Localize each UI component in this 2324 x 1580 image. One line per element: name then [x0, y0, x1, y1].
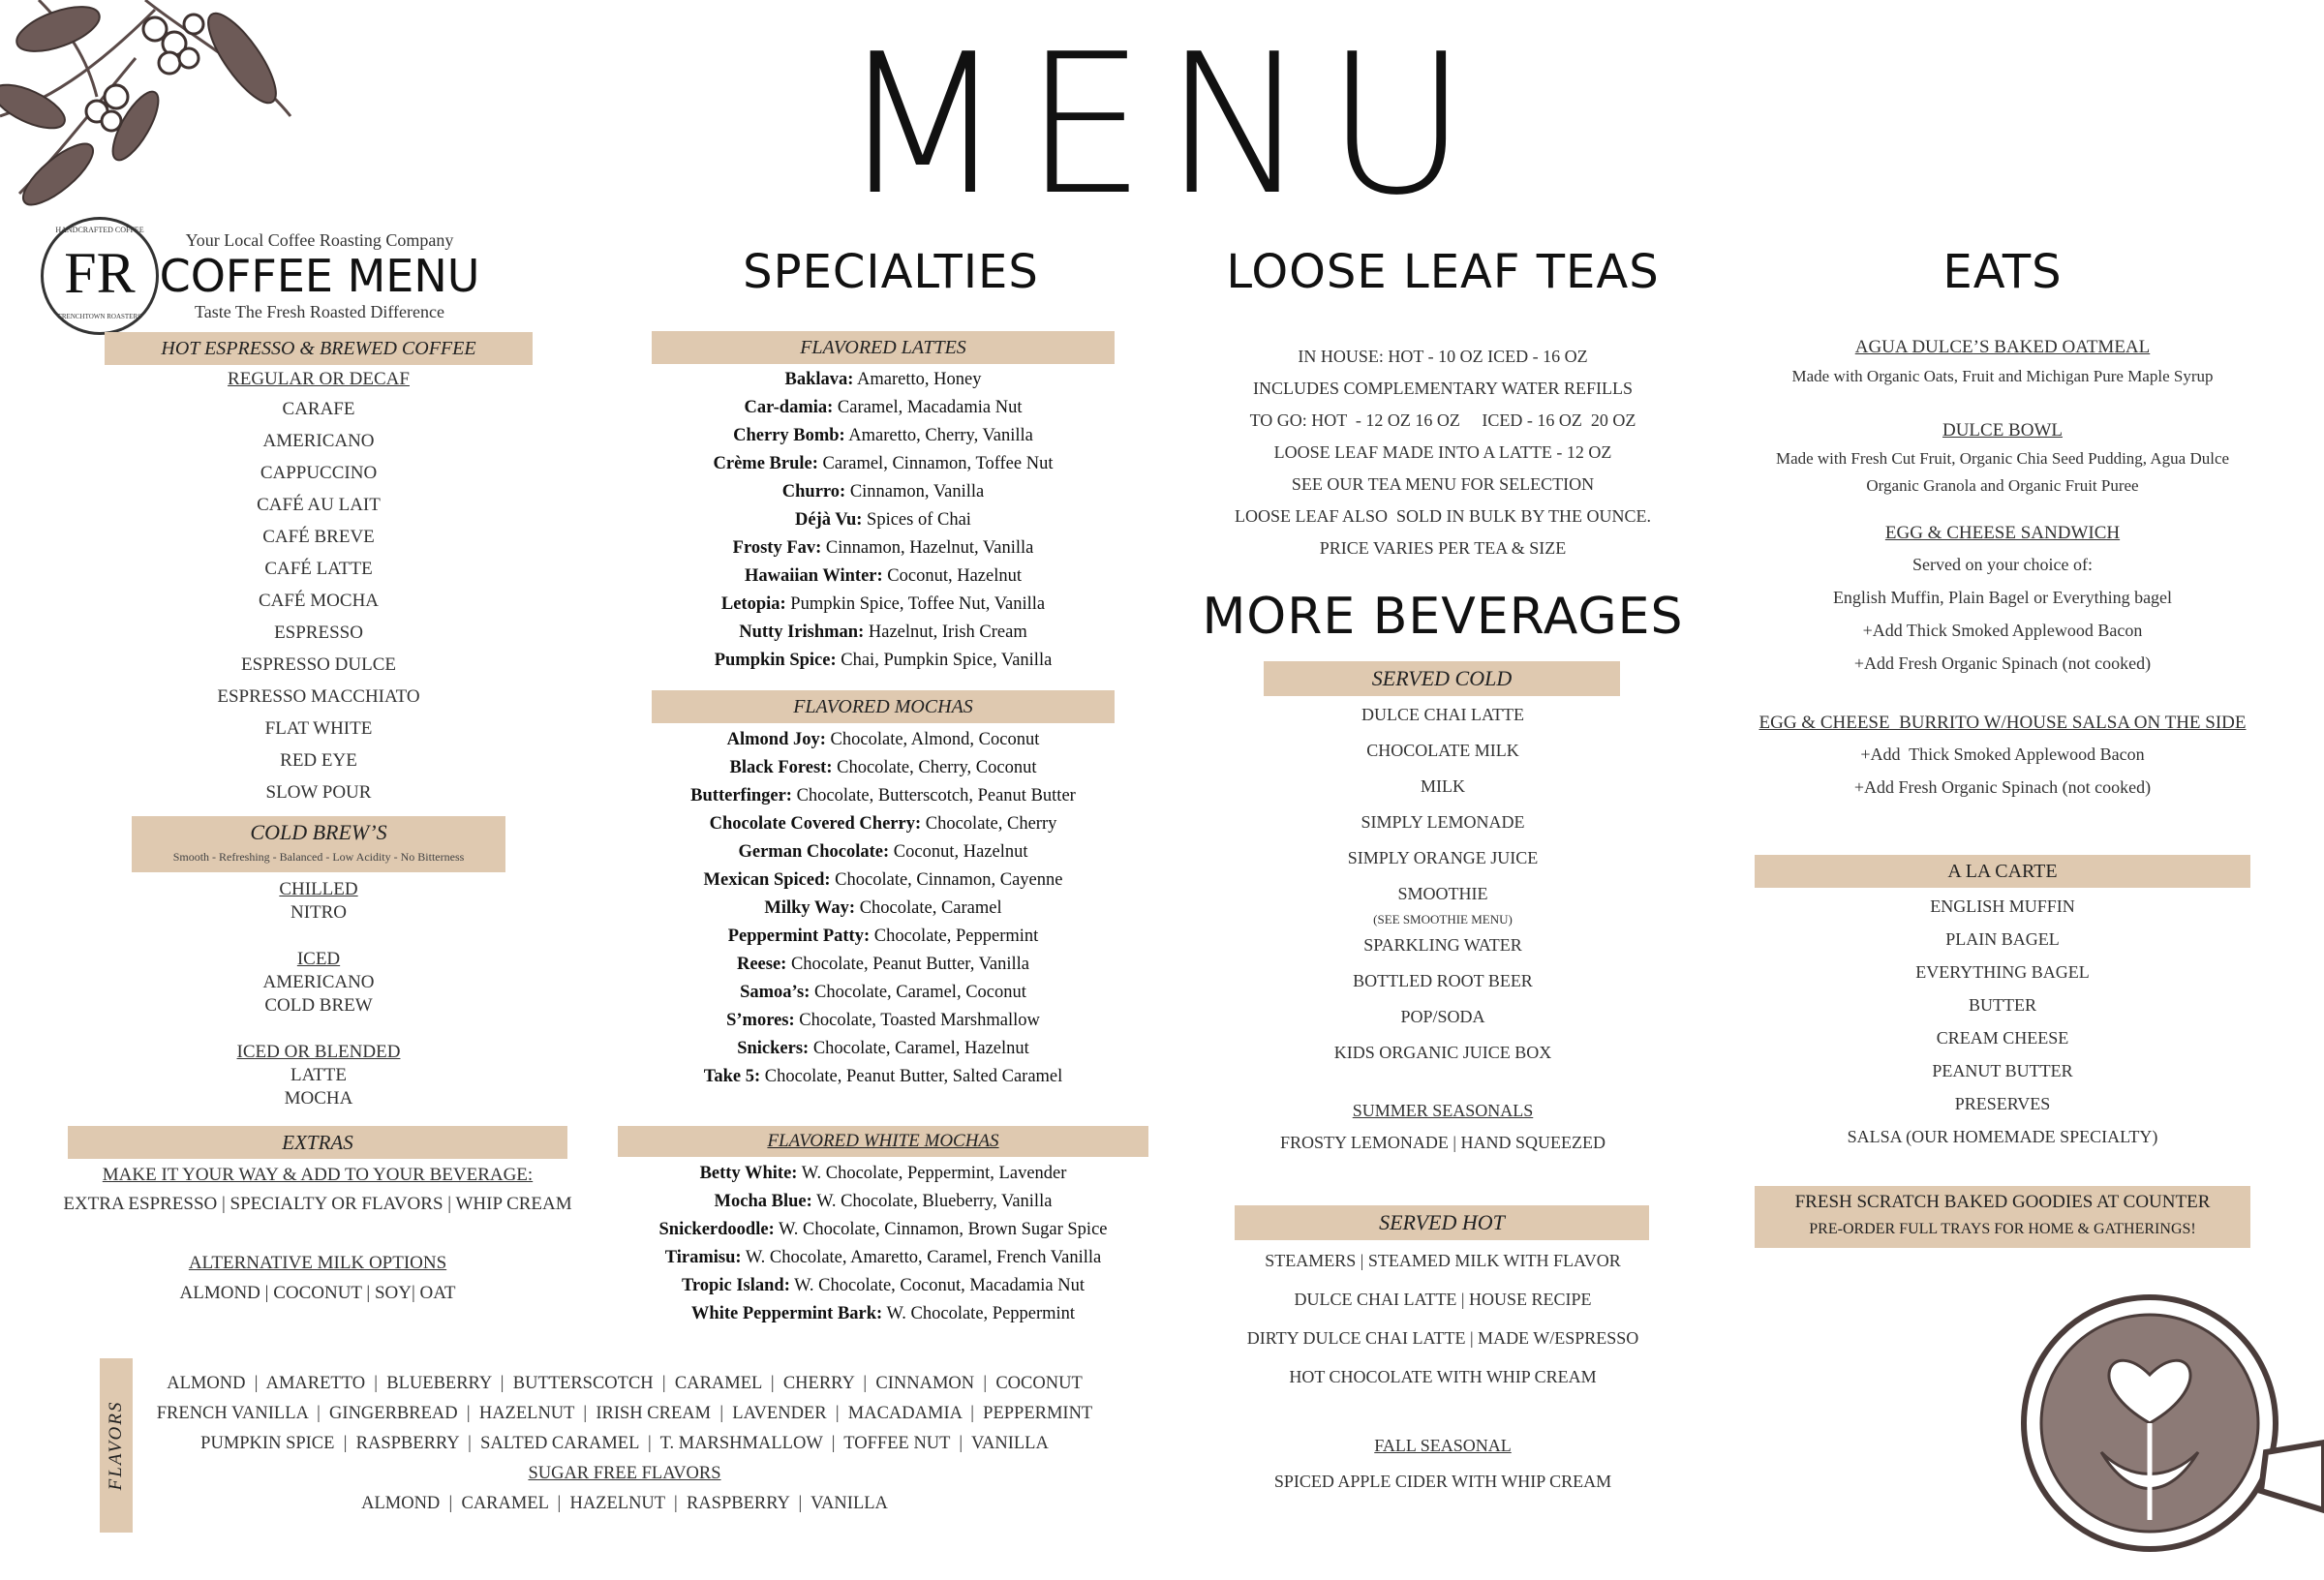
bowl-desc: Made with Fresh Cut Fruit, Organic Chia Seed Pudding, Agua Dulce: [1775, 449, 2230, 468]
cold-brew-bar: [132, 816, 505, 872]
bowl-desc: Organic Granola and Organic Fruit Puree: [1866, 476, 2139, 495]
list-item: Cherry Bomb: Amaretto, Cherry, Vanilla: [733, 426, 1033, 445]
brand-tagline-top: Your Local Coffee Roasting Company: [185, 230, 454, 250]
milk-head: ALTERNATIVE MILK OPTIONS: [188, 1253, 447, 1273]
a-la-carte-bar: A LA CARTE: [1755, 855, 2250, 888]
goodies-line: PRE-ORDER FULL TRAYS FOR HOME & GATHERINGS!: [1809, 1221, 2196, 1237]
list-item: Betty White: W. Chocolate, Peppermint, Lavender: [699, 1164, 1067, 1183]
list-item: Pumpkin Spice: Chai, Pumpkin Spice, Vanilla: [714, 651, 1053, 670]
oatmeal-head: AGUA DULCE’S BAKED OATMEAL: [1854, 337, 2151, 357]
list-item: STEAMERS | STEAMED MILK WITH FLAVOR: [1265, 1251, 1621, 1270]
list-item: KIDS ORGANIC JUICE BOX: [1333, 1043, 1552, 1062]
list-item: Letopia: Pumpkin Spice, Toffee Nut, Vanilla: [720, 594, 1046, 614]
latte-cup-illustration: [2014, 1259, 2324, 1580]
list-item: PRESERVES: [1954, 1094, 2051, 1113]
list-item: AMERICANO: [262, 431, 375, 451]
tea-line: INCLUDES COMPLEMENTARY WATER REFILLS: [1252, 379, 1634, 398]
teas-list: [1201, 341, 1685, 564]
list-item: Crème Brule: Caramel, Cinnamon, Toffee Nut: [713, 454, 1054, 473]
list-item: Black Forest: Chocolate, Cherry, Coconut: [729, 758, 1037, 777]
list-item: ENGLISH MUFFIN: [1930, 896, 2075, 916]
list-item: Tiramisu: W. Chocolate, Amaretto, Caramel, French Vanilla: [664, 1248, 1102, 1267]
list-item: Mocha Blue: W. Chocolate, Blueberry, Vanilla: [714, 1192, 1053, 1211]
extras-list: [58, 1162, 577, 1309]
burrito-line: +Add Thick Smoked Applewood Bacon: [1860, 744, 2145, 764]
flavored-white-mochas-bar: FLAVORED WHITE MOCHAS: [618, 1126, 1148, 1157]
page-title: MENU: [839, 13, 1485, 238]
list-item: NITRO: [290, 902, 348, 923]
sandwich-line: Served on your choice of:: [1912, 555, 2093, 574]
list-item: BUTTER: [1969, 995, 2036, 1015]
cold-brew-title: COLD BREW’S: [250, 820, 387, 844]
a-la-carte-list: [1733, 890, 2272, 1153]
blended-head: ICED OR BLENDED: [236, 1042, 401, 1062]
list-item: Hawaiian Winter: Coconut, Hazelnut: [744, 566, 1023, 586]
goodies-bar: [1755, 1186, 2250, 1248]
mochas-list: [620, 726, 1147, 1091]
list-item: Reese: Chocolate, Peanut Butter, Vanilla: [736, 955, 1030, 974]
list-item: DULCE CHAI LATTE: [1361, 705, 1524, 724]
oatmeal-desc: Made with Organic Oats, Fruit and Michigan Pure Maple Syrup: [1791, 367, 2214, 385]
burrito-head: EGG & CHEESE BURRITO W/HOUSE SALSA ON THE SIDE: [1758, 713, 2247, 733]
list-item: CAFÉ BREVE: [262, 527, 375, 547]
list-item: CAFÉ MOCHA: [258, 591, 380, 611]
list-item: Snickerdoodle: W. Chocolate, Cinnamon, Brown Sugar Spice: [658, 1220, 1108, 1239]
list-item: RED EYE: [280, 750, 357, 771]
list-item: Peppermint Patty: Chocolate, Peppermint: [727, 927, 1039, 946]
summer-head: SUMMER SEASONALS: [1352, 1101, 1534, 1120]
flavors-label: FLAVORS: [106, 1400, 126, 1491]
list-item: DIRTY DULCE CHAI LATTE | MADE W/ESPRESSO: [1246, 1328, 1639, 1348]
list-item: POP/SODA: [1400, 1007, 1485, 1026]
iced-head: ICED: [296, 949, 341, 969]
tea-line: LOOSE LEAF ALSO SOLD IN BULK BY THE OUNCE.: [1234, 506, 1651, 526]
list-item: HOT CHOCOLATE WITH WHIP CREAM: [1289, 1367, 1597, 1386]
list-item: Frosty Fav: Cinnamon, Hazelnut, Vanilla: [732, 538, 1034, 558]
list-item: MOCHA: [284, 1088, 353, 1109]
list-item: Milky Way: Chocolate, Caramel: [764, 898, 1002, 918]
list-item: SLOW POUR: [265, 782, 372, 803]
fall-line: SPICED APPLE CIDER WITH WHIP CREAM: [1273, 1472, 1612, 1491]
sandwich-head: EGG & CHEESE SANDWICH: [1884, 523, 2121, 543]
extras-line: EXTRA ESPRESSO | SPECIALTY OR FLAVORS | WHIP CREAM: [63, 1194, 572, 1214]
flavors-vertical-bar: [100, 1358, 133, 1533]
tea-line: IN HOUSE: HOT - 10 OZ ICED - 16 OZ: [1298, 347, 1588, 366]
list-item: SALSA (OUR HOMEMADE SPECIALTY): [1847, 1127, 2158, 1146]
list-item: ESPRESSO DULCE: [241, 654, 396, 675]
list-item: PEANUT BUTTER: [1932, 1061, 2073, 1080]
eats-list: [1733, 333, 2272, 804]
logo-ring-bottom: FRENCHTOWN ROASTERS: [57, 313, 142, 320]
list-item: CAFÉ LATTE: [264, 559, 373, 579]
tea-line: LOOSE LEAF MADE INTO A LATTE - 12 OZ: [1273, 442, 1612, 462]
list-item: Almond Joy: Chocolate, Almond, Coconut: [726, 730, 1040, 749]
list-item: Mexican Spiced: Chocolate, Cinnamon, Cayenne: [703, 870, 1063, 890]
logo-ring-top: HANDCRAFTED COFFEE: [55, 226, 144, 234]
list-item: Tropic Island: W. Chocolate, Coconut, Macadamia Nut: [681, 1276, 1086, 1295]
list-item: DULCE CHAI LATTE | HOUSE RECIPE: [1294, 1290, 1592, 1309]
summer-line: FROSTY LEMONADE | HAND SQUEEZED: [1280, 1133, 1605, 1152]
flavors-line: PUMPKIN SPICE | RASPBERRY | SALTED CARAMEL | T. MARSHMALLOW | TOFFEE NUT | VANILLA: [200, 1434, 1049, 1453]
list-item: CHOCOLATE MILK: [1366, 741, 1519, 760]
list-item: Nutty Irishman: Hazelnut, Irish Cream: [739, 623, 1027, 642]
list-item: Snickers: Chocolate, Caramel, Hazelnut: [737, 1039, 1029, 1058]
list-item: Churro: Cinnamon, Vanilla: [781, 482, 985, 501]
list-item: SIMPLY LEMONADE: [1361, 812, 1525, 832]
logo-letters: FR: [64, 241, 136, 305]
lattes-list: [620, 366, 1147, 675]
white-mochas-list: [581, 1160, 1185, 1328]
list-item: CREAM CHEESE: [1936, 1028, 2069, 1048]
coffee-menu-heading: COFFEE MENU: [159, 250, 480, 302]
list-item: CAFÉ AU LAIT: [257, 495, 381, 515]
tea-line: SEE OUR TEA MENU FOR SELECTION: [1291, 474, 1595, 494]
list-item: LATTE: [290, 1065, 348, 1085]
served-hot-bar: SERVED HOT: [1235, 1205, 1649, 1240]
sugar-free-head: SUGAR FREE FLAVORS: [528, 1464, 721, 1483]
fall-head: FALL SEASONAL: [1374, 1436, 1512, 1455]
cold-brew-list: [105, 878, 533, 1110]
list-item: Samoa’s: Chocolate, Caramel, Coconut: [740, 983, 1026, 1002]
fr-logo-seal: [41, 217, 159, 335]
extras-bar: EXTRAS: [68, 1126, 567, 1159]
extras-head: MAKE IT YOUR WAY & ADD TO YOUR BEVERAGE:: [102, 1165, 534, 1185]
list-item: Chocolate Covered Cherry: Chocolate, Cherry: [709, 814, 1057, 834]
goodies-line: FRESH SCRATCH BAKED GOODIES AT COUNTER: [1794, 1192, 2211, 1212]
specialties-heading: SPECIALTIES: [743, 245, 1039, 299]
coffee-subhead: REGULAR OR DECAF: [228, 369, 410, 389]
sugar-free-line: ALMOND | CARAMEL | HAZELNUT | RASPBERRY | VANILLA: [361, 1494, 888, 1513]
list-item: SIMPLY ORANGE JUICE: [1347, 848, 1539, 867]
list-item: White Peppermint Bark: W. Chocolate, Peppermint: [690, 1304, 1076, 1323]
list-item: Déjà Vu: Spices of Chai: [795, 510, 971, 530]
flavored-mochas-bar: FLAVORED MOCHAS: [652, 690, 1115, 723]
brand-tagline-bottom: Taste The Fresh Roasted Difference: [195, 302, 444, 321]
smoothie-note: (SEE SMOOTHIE MENU): [1373, 912, 1513, 927]
list-item: CARAFE: [282, 399, 355, 419]
coffee-list: [105, 366, 533, 808]
flavors-list: [136, 1369, 1114, 1519]
list-item: CAPPUCCINO: [260, 463, 378, 483]
list-item: MILK: [1421, 776, 1465, 796]
flavors-line: ALMOND | AMARETTO | BLUEBERRY | BUTTERSCOTCH | CARAMEL | CHERRY | CINNAMON | COCONUT: [167, 1374, 1083, 1393]
milk-line: ALMOND | COCONUT | SOY| OAT: [179, 1283, 456, 1303]
bowl-head: DULCE BOWL: [1942, 420, 2063, 441]
list-item: ESPRESSO MACCHIATO: [217, 686, 420, 707]
list-item: COLD BREW: [264, 995, 373, 1016]
flavors-line: FRENCH VANILLA | GINGERBREAD | HAZELNUT | IRISH CREAM | LAVENDER | MACADAMIA | PEPPERMINT: [156, 1404, 1093, 1423]
eats-heading: EATS: [1942, 245, 2063, 299]
list-item: FLAT WHITE: [264, 718, 373, 739]
list-item: German Chocolate: Coconut, Hazelnut: [738, 842, 1028, 862]
served-cold-bar: SERVED COLD: [1264, 661, 1620, 696]
list-item: BOTTLED ROOT BEER: [1353, 971, 1533, 990]
list-item: EVERYTHING BAGEL: [1915, 962, 2090, 982]
tea-line: TO GO: HOT - 12 OZ 16 OZ ICED - 16 OZ 20 OZ: [1249, 410, 1636, 430]
list-item: Take 5: Chocolate, Peanut Butter, Salted Caramel: [703, 1067, 1063, 1086]
burrito-line: +Add Fresh Organic Spinach (not cooked): [1853, 777, 2152, 797]
list-item: SPARKLING WATER: [1363, 935, 1522, 955]
list-item: ESPRESSO: [274, 623, 363, 643]
list-item: Butterfinger: Chocolate, Butterscotch, Peanut Butter: [690, 786, 1076, 805]
served-cold-list: [1201, 697, 1685, 1160]
served-hot-list: [1201, 1241, 1685, 1503]
sandwich-line: +Add Thick Smoked Applewood Bacon: [1862, 621, 2143, 640]
list-item: SMOOTHIE: [1397, 884, 1488, 903]
hot-espresso-bar: HOT ESPRESSO & BREWED COFFEE: [105, 332, 533, 365]
more-beverages-heading: MORE BEVERAGES: [1202, 588, 1684, 646]
list-item: Baklava: Amaretto, Honey: [784, 370, 982, 389]
sandwich-line: English Muffin, Plain Bagel or Everything bagel: [1832, 588, 2173, 607]
list-item: S’mores: Chocolate, Toasted Marshmallow: [726, 1011, 1040, 1030]
chilled-head: CHILLED: [279, 879, 358, 899]
list-item: Car-damia: Caramel, Macadamia Nut: [744, 398, 1023, 417]
loose-leaf-teas-heading: LOOSE LEAF TEAS: [1226, 245, 1660, 299]
flavored-lattes-bar: FLAVORED LATTES: [652, 331, 1115, 364]
sandwich-line: +Add Fresh Organic Spinach (not cooked): [1853, 653, 2152, 673]
cold-brew-subtitle: Smooth - Refreshing - Balanced - Low Acidity - No Bitterness: [172, 850, 465, 864]
list-item: PLAIN BAGEL: [1945, 929, 2060, 949]
list-item: AMERICANO: [262, 972, 375, 992]
tea-line: PRICE VARIES PER TEA & SIZE: [1319, 538, 1567, 558]
